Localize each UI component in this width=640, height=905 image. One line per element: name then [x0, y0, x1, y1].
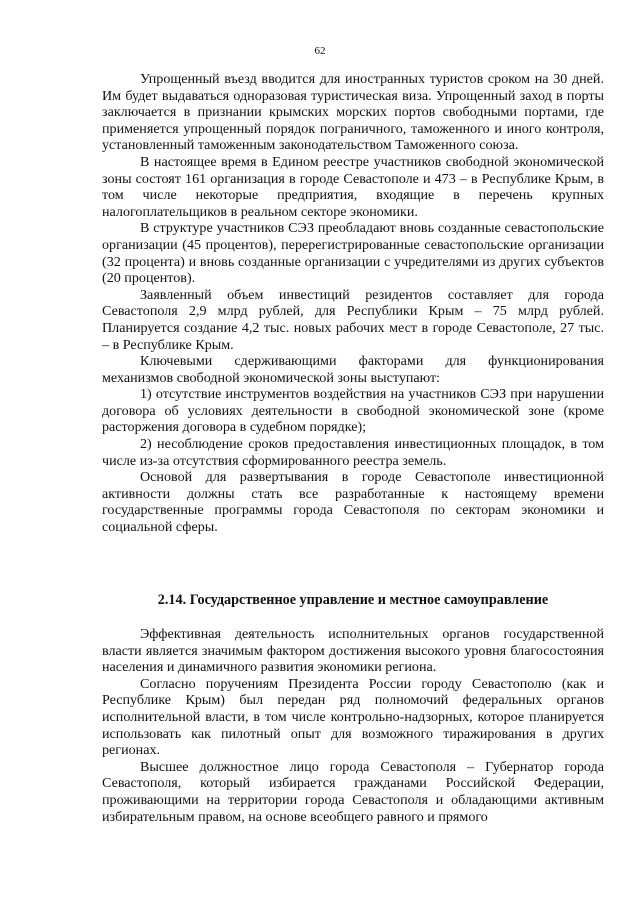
- section-heading: 2.14. Государственное управление и местное самоуправление: [157, 592, 549, 608]
- paragraph: Основой для развертывания в городе Севастополе инвестиционной активности должны стать все разработанные к настоящему времени государственные программы города Севастополя по секторам экономики и социальной сферы.: [102, 469, 604, 536]
- paragraph: Согласно поручениям Президента России городу Севастополю (как и Республике Крым) был передан ряд полномочий федеральных органов исполнительной власти, в том числе контрольно-надзорных, которое планируется использовать как пилотный опыт для возможного тиражирования в других регионах.: [102, 675, 604, 759]
- paragraph: В структуре участников СЭЗ преобладают вновь созданные севастопольские организации (45 процентов), перерегистрированные севастопольские организации (32 процента) и вновь созданные организации с учредителями из других субъектов (20 процентов).: [102, 220, 604, 287]
- paragraph: В настоящее время в Едином реестре участников свободной экономической зоны состоят 161 организация в городе Севастополе и 473 – в Республике Крым, в том числе некоторые предприятия, входящие в перечень крупных налогоплательщиков в реальном секторе экономики.: [102, 153, 604, 220]
- paragraph: Заявленный объем инвестиций резидентов составляет для города Севастополя 2,9 млрд рублей, для Республики Крым – 75 млрд рублей. Планируется создание 4,2 тыс. новых рабочих мест в городе Севастополе, 27 тыс. – в Республике Крым.: [102, 286, 604, 353]
- page-number: 62: [314, 45, 326, 57]
- list-item-paragraph: 2) несоблюдение сроков предоставления инвестиционных площадок, в том числе из-за отсутствия сформированного реестра земель.: [102, 436, 604, 469]
- paragraph: Эффективная деятельность исполнительных органов государственной власти является значимым фактором достижения высокого уровня благосостояния населения и динамичного развития экономики региона.: [102, 626, 604, 676]
- paragraph: Ключевыми сдерживающими факторами для функционирования механизмов свободной экономической зоны выступают:: [102, 353, 604, 386]
- paragraph: Упрощенный въезд вводится для иностранных туристов сроком на 30 дней. Им будет выдаваться одноразовая туристическая виза. Упрощенный заход в порты заключается в признании крымских морских портов свободными портами, где применяется упрощенный порядок пограничного, таможенного и иного контроля, установленный таможенным законодательством Таможенного союза.: [102, 71, 604, 154]
- list-item-paragraph: 1) отсутствие инструментов воздействия на участников СЭЗ при нарушении договора об условиях деятельности в свободной экономической зоне (кроме расторжения договора в судебном порядке);: [102, 386, 604, 436]
- body-text-before-heading: [102, 71, 604, 536]
- paragraph: Высшее должностное лицо города Севастополя – Губернатор города Севастополя, который избирается гражданами Российской Федерации, проживающими на территории города Севастополя и обладающими активным избирательным правом, на основе всеобщего равного и прямого: [102, 758, 604, 825]
- body-text-after-heading: [102, 626, 604, 825]
